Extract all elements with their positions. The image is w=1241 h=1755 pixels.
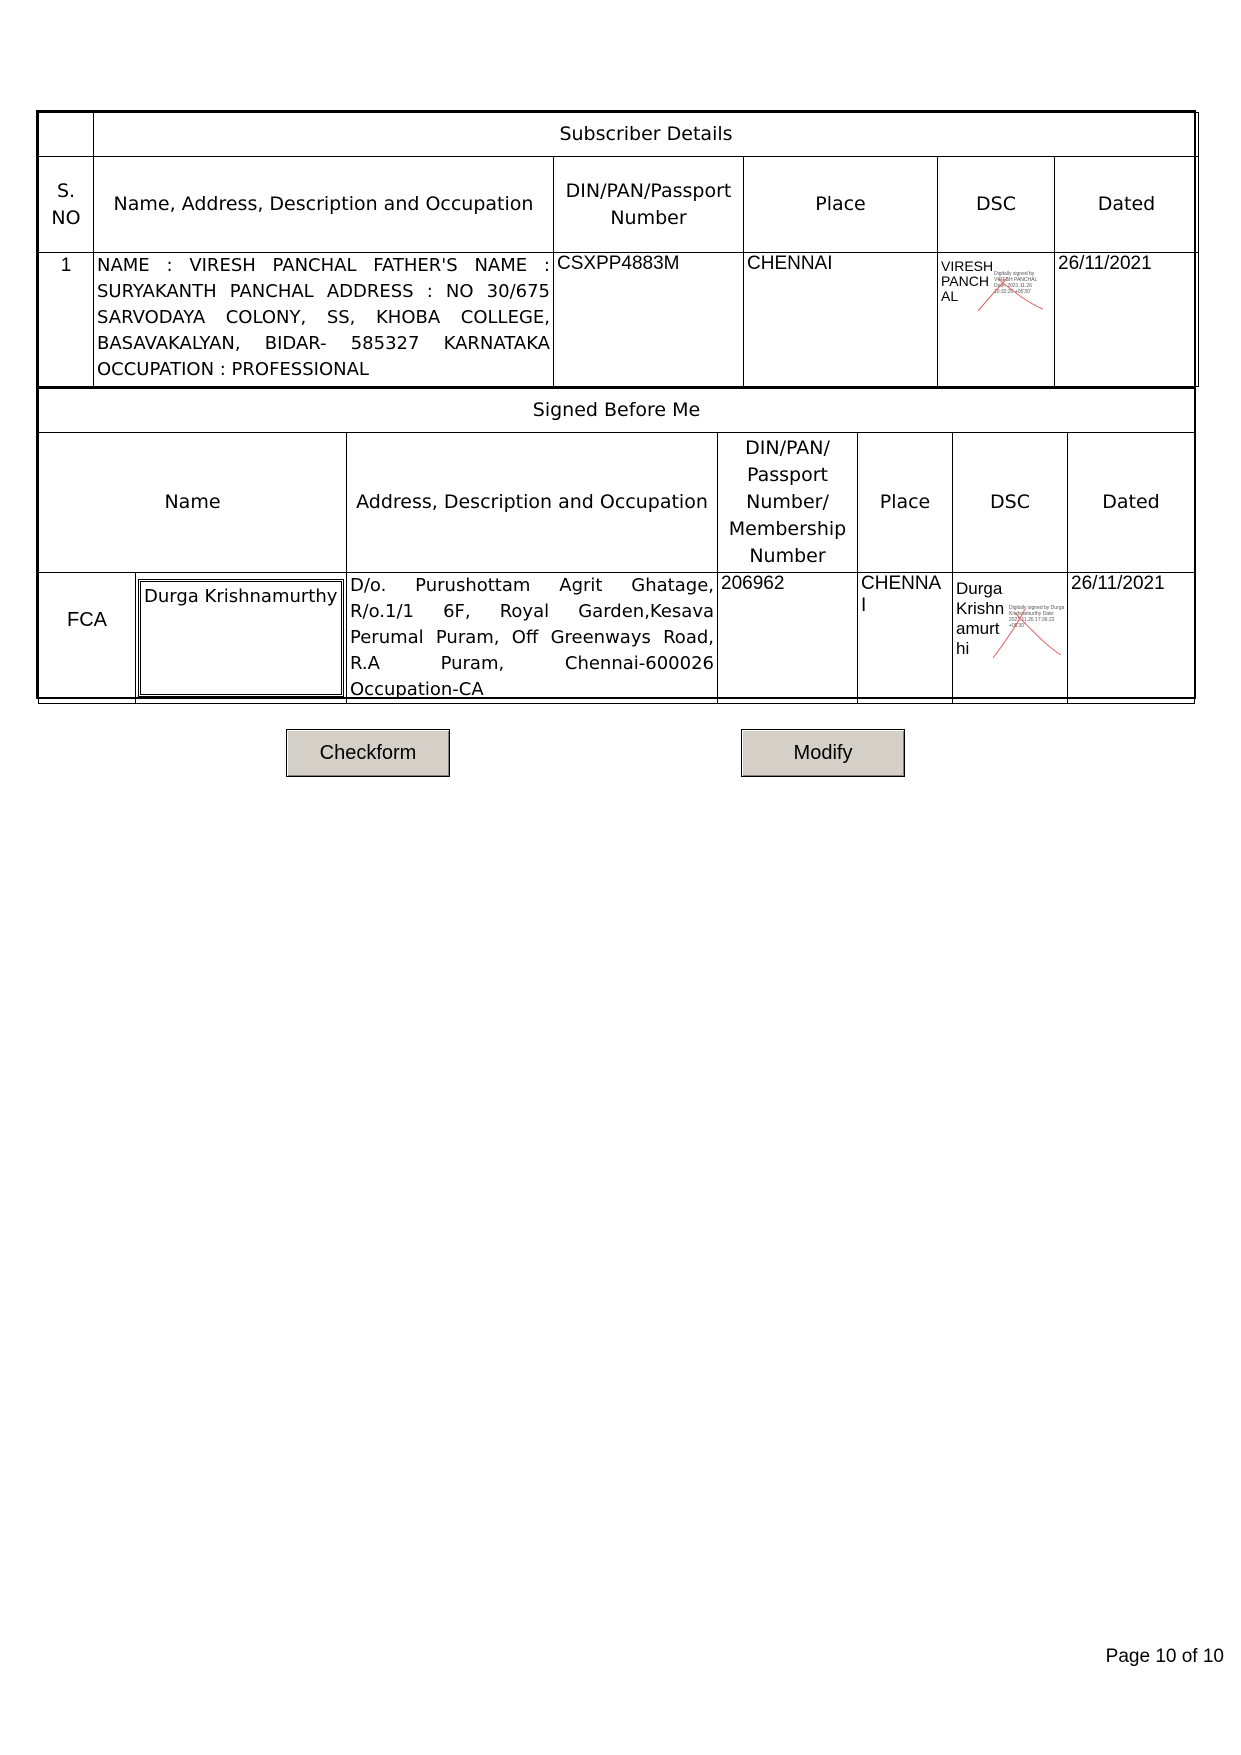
subscriber-details-table: [38, 112, 1199, 387]
name-header: Name: [39, 433, 347, 573]
dsc-signer-name: Durga Krishn amurt hi: [956, 579, 1005, 658]
dsc-header: DSC: [953, 433, 1068, 573]
dsc-signer-name: VIRESH PANCH AL: [941, 258, 994, 304]
blank-corner-cell: [39, 113, 94, 157]
dated-header: Dated: [1055, 157, 1199, 253]
sno-header: S. NO: [39, 157, 94, 253]
place-value: CHENNAI: [744, 253, 938, 387]
signer-dated-value: 26/11/2021: [1068, 573, 1195, 704]
membership-number-value: 206962: [718, 573, 858, 704]
address-header: Address, Description and Occupation: [347, 433, 718, 573]
signed-before-section: [36, 386, 1196, 699]
subscriber-details-section: [36, 110, 1196, 388]
din-value: CSXPP4883M: [554, 253, 744, 387]
din-membership-header: DIN/PAN/ Passport Number/ Membership Number: [718, 433, 858, 573]
designation-value: FCA: [39, 573, 136, 704]
page-number: Page 10 of 10: [1105, 1646, 1224, 1667]
dsc-header: DSC: [938, 157, 1055, 253]
modify-button[interactable]: Modify: [741, 729, 905, 777]
signature-mark-icon: [983, 603, 1065, 663]
signer-name-cell: [136, 573, 347, 704]
signer-dsc-cell: [953, 573, 1068, 704]
subscriber-details-title: Subscriber Details: [94, 113, 1199, 157]
dsc-stamp-text: Digitally signed by Durga Krishnamurthy Date: 2021.11.26 17:36:22 +05'30': [1009, 605, 1065, 629]
signed-before-title: Signed Before Me: [39, 389, 1195, 433]
dated-value: 26/11/2021: [1055, 253, 1199, 387]
signer-name-value: Durga Krishnamurthy: [138, 579, 344, 697]
place-header: Place: [744, 157, 938, 253]
checkform-button[interactable]: Checkform: [286, 729, 450, 777]
din-pan-header: DIN/PAN/Passport Number: [554, 157, 744, 253]
place-header: Place: [858, 433, 953, 573]
signer-address-text: D/o. Purushottam Agrit Ghatage, R/o.1/1 6F, Royal Garden,Kesava Perumal Puram, Off Greenways Road, R.A Puram, Chennai-600026 Occupation-CA: [347, 573, 718, 704]
name-address-header: Name, Address, Description and Occupation: [94, 157, 554, 253]
dated-header: Dated: [1068, 433, 1195, 573]
sno-value: 1: [39, 253, 94, 387]
signed-before-table: [38, 388, 1195, 704]
signature-mark-icon: [968, 273, 1048, 313]
subscriber-dsc-cell: [938, 253, 1055, 387]
dsc-stamp-text: Digitally signed by VIRESH PANCHAL Date: 2021.11.26 10:32:20 +05'30': [994, 271, 1038, 295]
subscriber-details-text: NAME : VIRESH PANCHAL FATHER'S NAME : SURYAKANTH PANCHAL ADDRESS : NO 30/675 SARVODAYA COLONY, SS, KHOBA COLLEGE, BASAVAKALYAN, BIDAR- 585327 KARNATAKA OCCUPATION : PROFESSIONAL: [94, 253, 554, 387]
signer-place-value: CHENNA I: [858, 573, 953, 704]
